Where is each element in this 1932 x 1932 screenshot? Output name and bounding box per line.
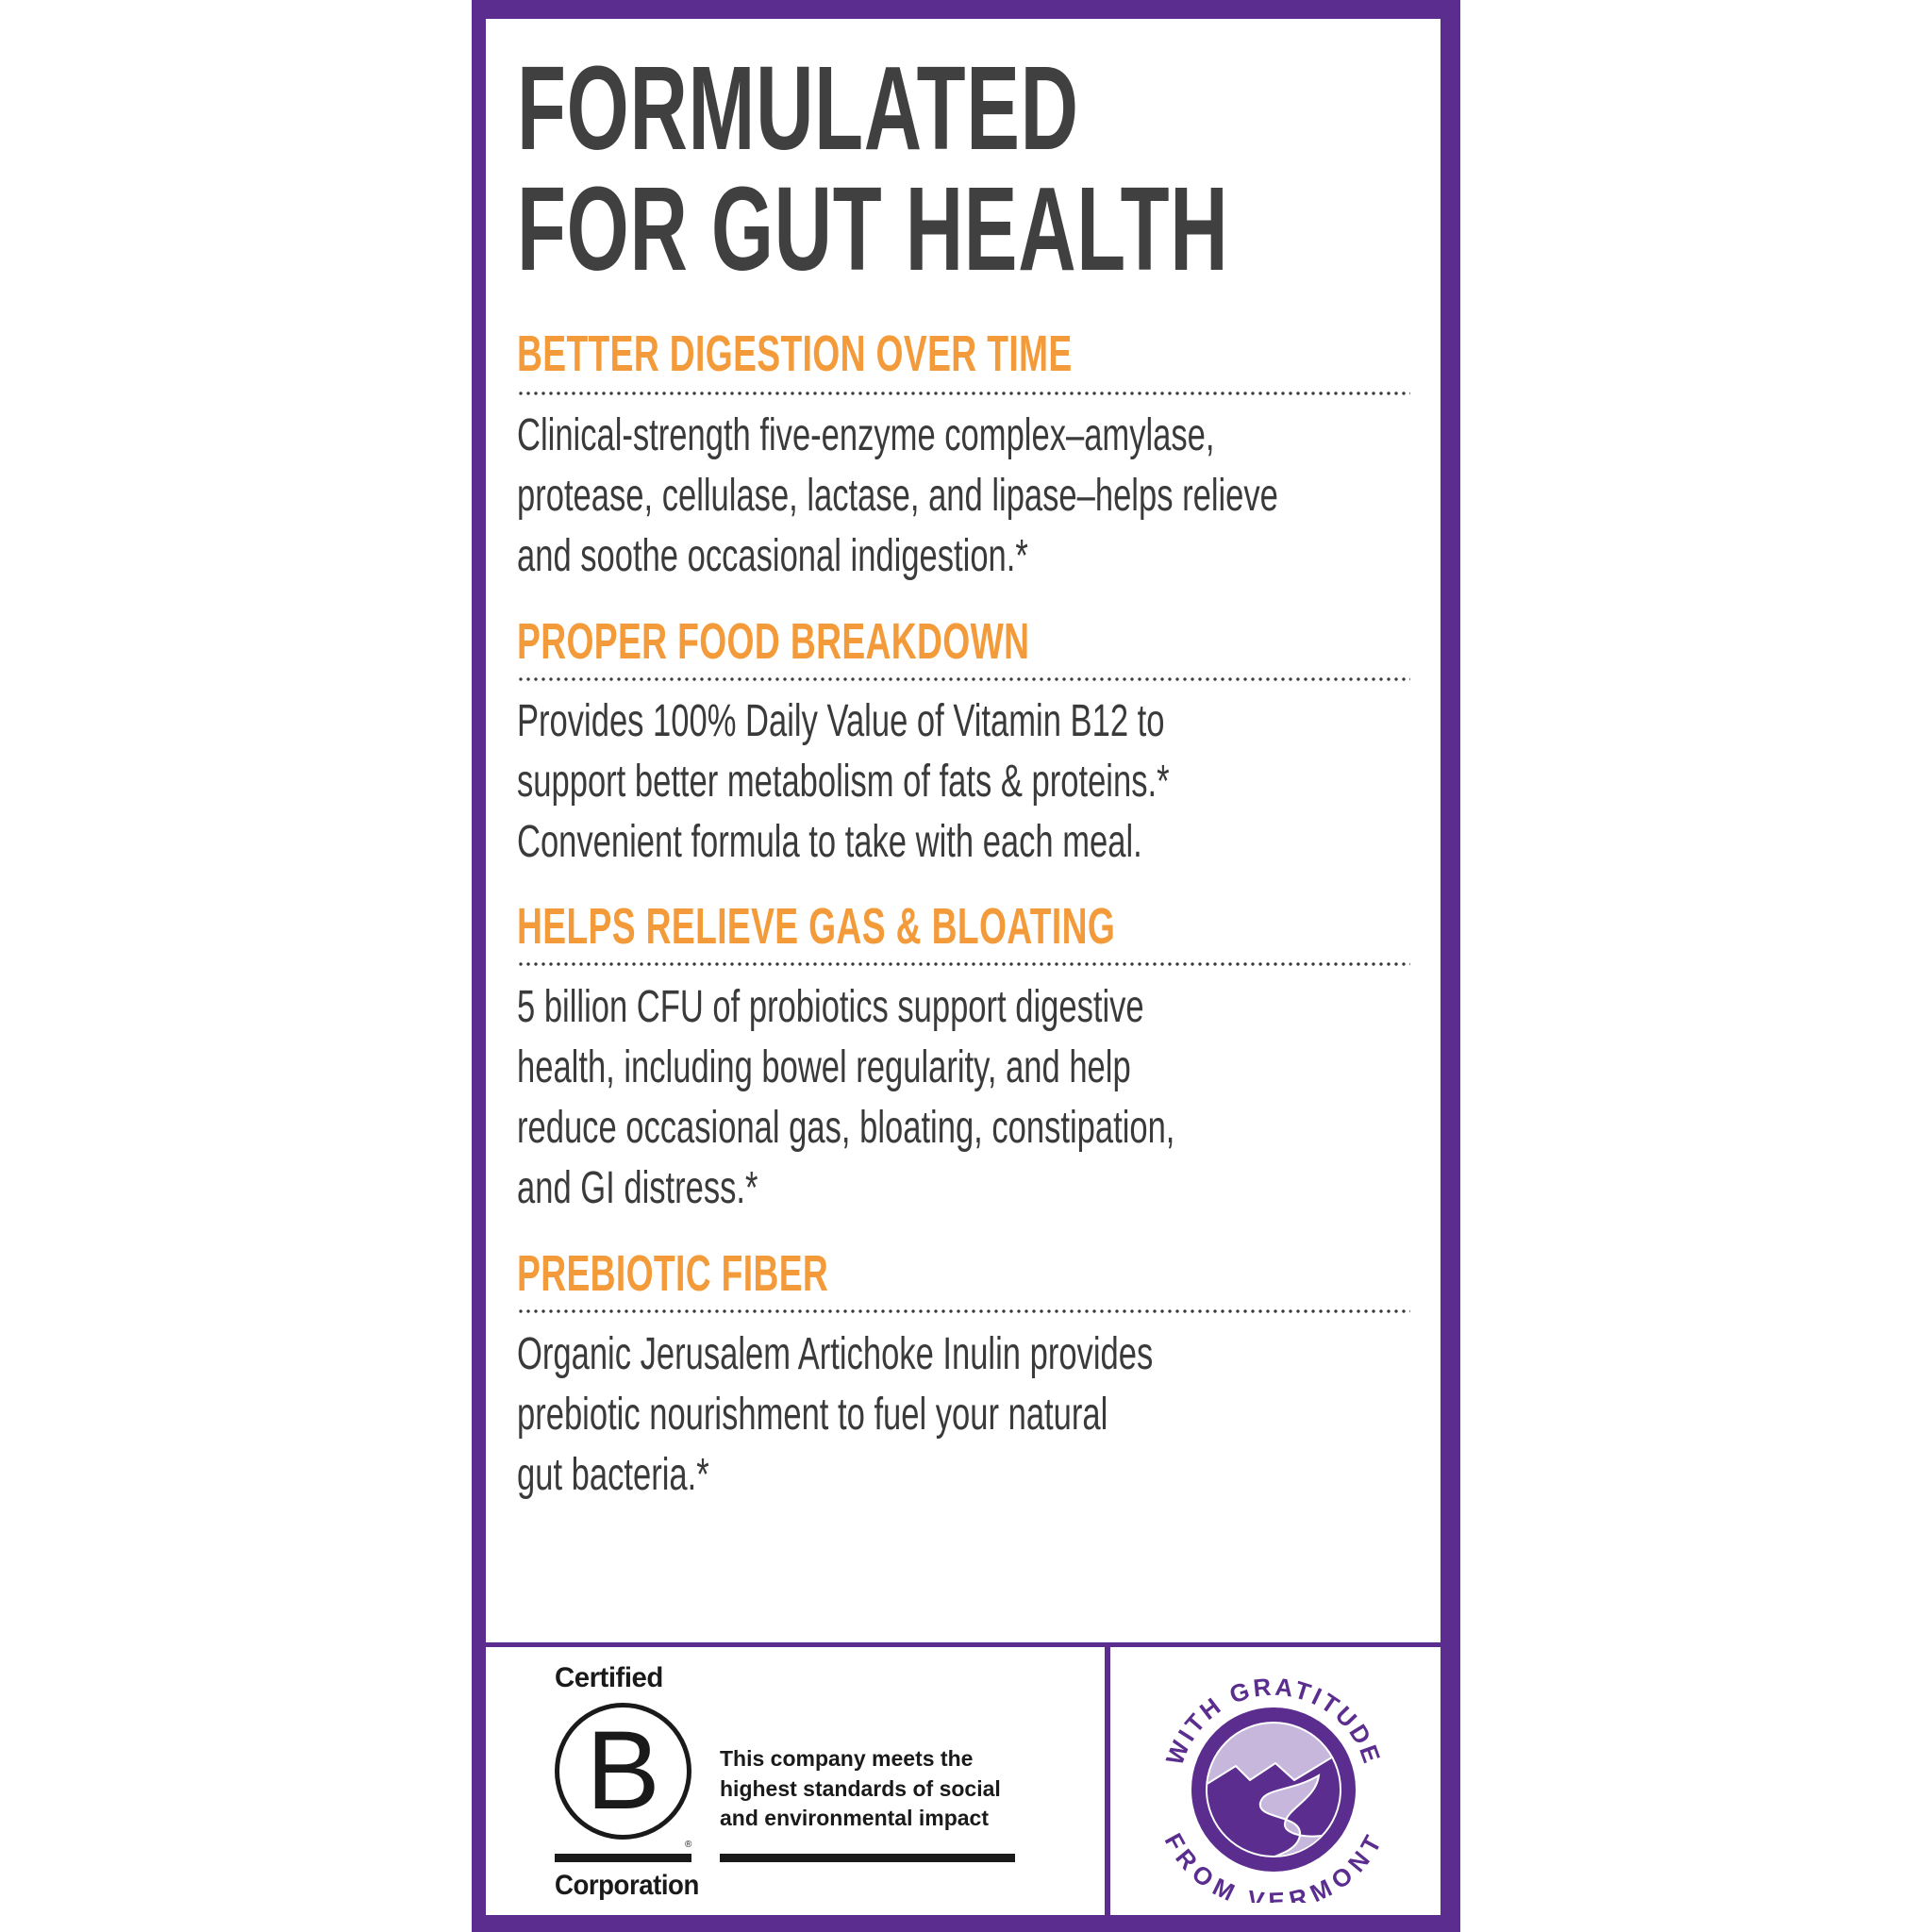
registered-mark: ®: [685, 1840, 692, 1850]
section-body-line: Convenient formula to take with each meal.: [517, 817, 1142, 867]
section-body-line: prebiotic nourishment to fuel your natural: [517, 1390, 1108, 1440]
section-heading: BETTER DIGESTION OVER TIME: [517, 325, 1073, 382]
section-body-line: and GI distress.*: [517, 1163, 758, 1213]
bcorp-statement-line: highest standards of social: [720, 1776, 1001, 1801]
section-heading: PREBIOTIC FIBER: [517, 1245, 829, 1302]
section-body-line: Clinical-strength five-enzyme complex–amylase,: [517, 410, 1215, 460]
dotted-divider: [517, 391, 1410, 395]
section-body-line: and soothe occasional indigestion.*: [517, 531, 1028, 581]
badge-bottom-text: FROM VERMONT: [1160, 1828, 1387, 1903]
bcorp-corporation-label: Corporation: [555, 1870, 699, 1901]
title-line-2: FOR GUT HEALTH: [517, 162, 1229, 295]
bcorp-logo-bar: [555, 1854, 691, 1862]
section-body-line: Provides 100% Daily Value of Vitamin B12 to: [517, 696, 1165, 746]
bcorp-statement-bar: [720, 1854, 1015, 1862]
section-body-line: protease, cellulase, lactase, and lipase–helps relieve: [517, 471, 1278, 521]
footer-divider-horizontal: [486, 1642, 1441, 1647]
dotted-divider: [517, 677, 1410, 681]
section-body-line: gut bacteria.*: [517, 1450, 709, 1500]
vermont-gratitude-badge: [1160, 1676, 1387, 1903]
dotted-divider: [517, 962, 1410, 966]
footer-divider-vertical: [1105, 1647, 1110, 1915]
bcorp-b-letter-icon: B: [586, 1708, 660, 1833]
bcorp-statement-line: and environmental impact: [720, 1806, 990, 1830]
section-body-line: Organic Jerusalem Artichoke Inulin provides: [517, 1329, 1154, 1379]
mountains-river-icon: [1160, 1676, 1387, 1903]
title-line-1: FORMULATED: [517, 42, 1079, 175]
badge-top-text: WITH GRATITUDE: [1160, 1676, 1387, 1770]
section-body-line: health, including bowel regularity, and help: [517, 1042, 1131, 1092]
section-heading: PROPER FOOD BREAKDOWN: [517, 613, 1030, 670]
bcorp-statement-line: This company meets the: [720, 1746, 974, 1771]
content-panel: [486, 19, 1441, 1915]
dotted-divider: [517, 1309, 1410, 1313]
bcorp-certified-label: Certified: [555, 1662, 663, 1693]
section-body-line: support better metabolism of fats & proteins.*: [517, 757, 1170, 807]
section-heading: HELPS RELIEVE GAS & BLOATING: [517, 898, 1116, 955]
section-body-line: reduce occasional gas, bloating, constipation,: [517, 1103, 1175, 1153]
section-body-line: 5 billion CFU of probiotics support digestive: [517, 982, 1144, 1032]
